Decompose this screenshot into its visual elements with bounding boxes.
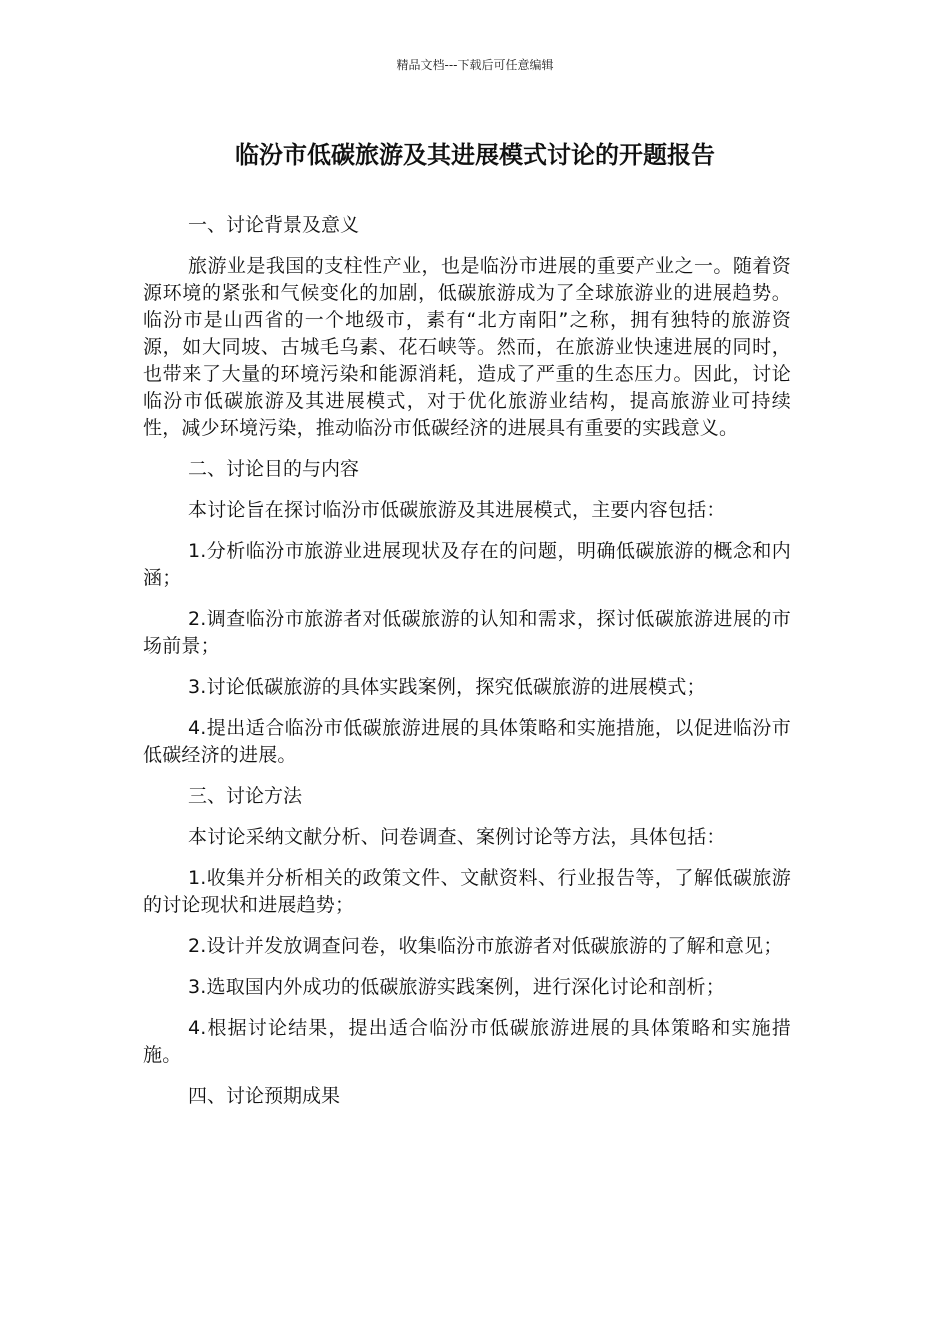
list-item-purpose-3: 3.讨论低碳旅游的具体实践案例，探究低碳旅游的进展模式；	[188, 676, 706, 698]
paragraph-background: 旅游业是我国的支柱性产业，也是临汾市进展的重要产业之一。随着资源环境的紧张和气候变化的加剧，低碳旅游成为了全球旅游业的进展趋势。临汾市是山西省的一个地级市，素有“北方南阳”之称，拥有独特的旅游资源，如大同坡、古城毛乌素、花石峡等。然而，在旅游业快速进展的同时，也带来了大量的环境污染和能源消耗，造成了严重的生态压力。因此，讨论临汾市低碳旅游及其进展模式，对于优化旅游业结构，提高旅游业可持续性，减少环境污染，推动临汾市低碳经济的进展具有重要的实践意义。	[143, 255, 791, 439]
list-item-purpose-4: 4.提出适合临汾市低碳旅游进展的具体策略和实施措施，以促进临汾市低碳经济的进展。	[143, 717, 791, 766]
list-item-method-3: 3.选取国内外成功的低碳旅游实践案例，进行深化讨论和剖析；	[188, 976, 725, 998]
document-body	[143, 212, 791, 1124]
list-item-method-2: 2.设计并发放调查问卷，收集临汾市旅游者对低碳旅游的了解和意见；	[188, 935, 783, 957]
paragraph-method-intro: 本讨论采纳文献分析、问卷调查、案例讨论等方法，具体包括：	[188, 826, 726, 848]
list-item-method-4: 4.根据讨论结果，提出适合临汾市低碳旅游进展的具体策略和实施措施。	[143, 1017, 791, 1066]
section-heading-purpose: 二、讨论目的与内容	[188, 458, 360, 480]
list-item-method-1: 1.收集并分析相关的政策文件、文献资料、行业报告等，了解低碳旅游的讨论现状和进展趋势；	[143, 867, 791, 916]
section-heading-outcomes: 四、讨论预期成果	[188, 1085, 341, 1107]
section-heading-background: 一、讨论背景及意义	[188, 214, 360, 236]
list-item-purpose-1: 1.分析临汾市旅游业进展现状及存在的问题，明确低碳旅游的概念和内涵；	[143, 540, 791, 589]
paragraph-purpose-intro: 本讨论旨在探讨临汾市低碳旅游及其进展模式，主要内容包括：	[188, 499, 726, 521]
list-item-purpose-2: 2.调查临汾市旅游者对低碳旅游的认知和需求，探讨低碳旅游进展的市场前景；	[143, 608, 791, 657]
section-heading-method: 三、讨论方法	[188, 785, 303, 807]
document-title: 临汾市低碳旅游及其进展模式讨论的开题报告	[235, 141, 715, 169]
page-header-note: 精品文档---下载后可任意编辑	[396, 58, 554, 72]
